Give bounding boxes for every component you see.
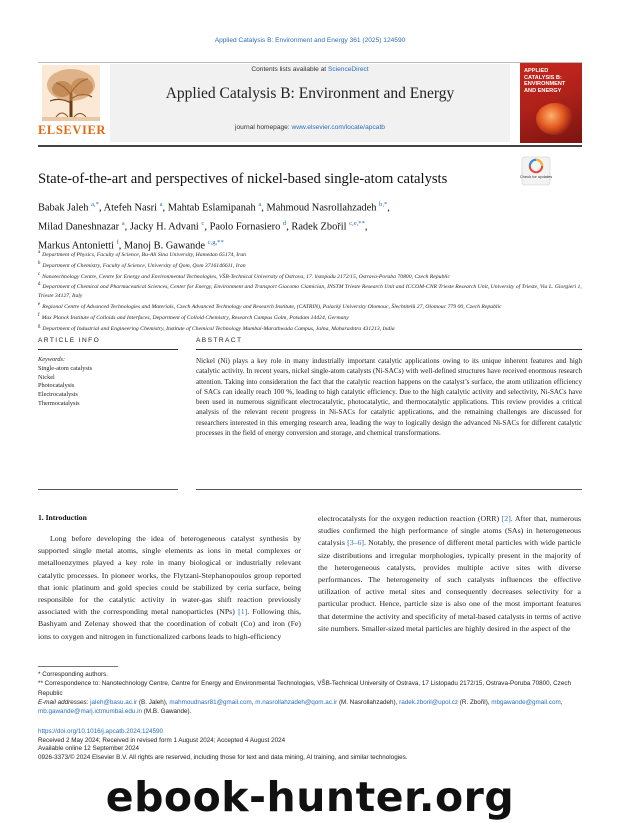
author-name[interactable]: Manoj B. Gawande xyxy=(123,240,206,252)
body-text: Long before developing the idea of heterogeneous catalyst synthesis by supported single metal atoms, single elements as ions in metal complexes or metalloenzymes played a key role in many biological or industrially relevant catalytic processes. In pioneer works, the Flytzani-Stephanopoulos group reported that ionic platinum and gold species could be stabilized by ceria surface, being responsible for the catalytic activity in water-gas shift reaction previously associated with the corresponding metal nanoparticles (NPs) xyxy=(38,534,301,617)
body-column-right xyxy=(318,513,581,635)
citation-link[interactable]: [2] xyxy=(501,514,511,523)
citation-link[interactable]: [1] xyxy=(238,607,248,617)
author-affil-mark[interactable]: a xyxy=(121,219,125,227)
citation-link[interactable]: [3–6] xyxy=(347,538,364,548)
homepage-prefix: journal homepage: xyxy=(235,124,292,131)
author-name[interactable]: Mahtab Eslamipanah xyxy=(167,202,256,214)
check-for-updates-label[interactable]: Check for updates xyxy=(519,174,553,179)
check-for-updates-icon[interactable] xyxy=(521,156,551,186)
author-affil-mark[interactable]: c,g,** xyxy=(207,238,224,246)
journal-reference[interactable]: Applied Catalysis B: Environment and Energy 361 (2025) 124590 xyxy=(214,37,406,44)
article-info-heading: ARTICLE INFO xyxy=(38,337,101,344)
author-line-3: Markus Antonietti $^f$, Manoj B. Gawande $^{c,g,**}$ xyxy=(38,238,224,252)
received-dates: Received 2 May 2024; Received in revised form 1 August 2024; Accepted 4 August 2024 xyxy=(38,736,286,744)
footnote-corresponding: * Corresponding authors. xyxy=(38,671,109,678)
homepage-line xyxy=(110,124,510,131)
affiliation: $^d$ Department of Chemical and Pharmaceutical Sciences, Center for Energy, Environment and Transport Giacomo Ciamician, INSTM Trieste Research Unit and ICCOM-CNR Trieste Research Unit, University of Trieste, Via L. Giorgieri 1, Trieste 34127, Italy xyxy=(38,282,582,300)
author-affil-mark[interactable]: a,* xyxy=(91,201,99,208)
footnote-correspondence: ** Correspondence to: Nanotechnology Centre, Centre for Energy and Environmental Technologies, VŠB-Technical University of Ostrava, 17 Listopadu 2172/15, Ostrava-Poruba 70800, Czech Republic xyxy=(38,680,571,697)
contents-line xyxy=(110,66,510,73)
watermark-text: ebook-hunter.org xyxy=(105,773,515,821)
body-text: . After that, numerous studies confirmed the high performance of single atoms (SAs) in heterogeneous catalysis xyxy=(318,514,581,548)
email-link[interactable]: mbgawande@gmail.com xyxy=(491,698,561,706)
body-text: . Following this, Bashyam and Zelenay showed that the coordination of cobalt (Co) and iron (Fe) ions to oxygen and nitrogen in functionalized carbons leads to high-efficiency xyxy=(38,607,301,641)
article-title: State-of-the-art and perspectives of nickel-based single-atom catalysts xyxy=(38,171,448,187)
copyright: 0926-3373/© 2024 Elsevier B.V. All rights are reserved, including those for text and data mining, AI training, and similar technologies. xyxy=(38,753,408,761)
keyword: Photocatalysis xyxy=(38,382,75,390)
publisher-name: ELSEVIER xyxy=(38,123,107,137)
available-online: Available online 12 September 2024 xyxy=(38,745,140,753)
author-name[interactable]: Mahmoud Nasrollahzadeh xyxy=(266,202,377,214)
affiliation: $^c$ Nanotechnology Centre, Centre for Energy and Environmental Technologies, VŠB-Technical University of Ostrava, 17. listopadu 2172/15, Ostrava-Poruba 70800, Czech Republic xyxy=(38,271,450,280)
keyword: Nickel xyxy=(38,373,55,381)
doi-link[interactable]: https://doi.org/10.1016/j.apcatb.2024.124590 xyxy=(38,728,163,735)
keywords-label: Keywords: xyxy=(38,356,66,363)
keyword: Thermocatalysis xyxy=(38,399,80,407)
publication-info xyxy=(38,728,582,762)
author-affil-mark[interactable]: a xyxy=(159,201,163,208)
author-name[interactable]: Paolo Fornasiero xyxy=(209,221,281,233)
author-affil-mark[interactable]: a xyxy=(258,201,262,208)
footnote-emails: E-mail addresses: jaleh@basu.ac.ir (B. Jaleh), mahmoudnasr81@gmail.com, m.nasrollahzadeh@qom.ac.ir (M. Nasrollahzadeh), radek.zboril@upol.cz (R. Zbořil), mbgawande@gmail.com, mb.gawande@marj.ictmumbai.edu.in (M.B. Gawande). xyxy=(38,698,563,716)
divider xyxy=(196,489,582,490)
cover-graphic xyxy=(536,103,574,135)
abstract-text: Nickel (Ni) plays a key role in many industrially important catalytic applications owing to its unique inherent features and high catalytic activity. In recent years, nickel single-atom catalysts (Ni-SACs) with well-defined structures have received enormous research attention. Taking into consideration the fact that the catalytic reaction happens on the catalyst’s surface, the atom utilization efficiency of SACs can ideally reach 100 %, leading to high catalytic efficiency. Due to the high catalytic activity and selectivity, Ni-SACs have been used in numerous significant electrocatalytic, photocatalytic, and thermocatalytic applications. This review provides a critical analysis of the relevant recent progress in Ni-SACs for catalytic applications, and the remaining challenges are discussed for researchers interested in this emerging research area, leading the way to logically design the advanced Ni-SACs for different catalytic processes in the field of energy conversion and storage, and chemical transformations. xyxy=(196,357,582,438)
affiliation: $^g$ Department of Industrial and Engineering Chemistry, Institute of Chemical Technology Mumbai-Marathwada Campus, Jalna, Maharashtra 431213, India xyxy=(38,323,395,332)
homepage-link[interactable]: www.elsevier.com/locate/apcatb xyxy=(291,124,385,131)
author-name[interactable]: Atefeh Nasri xyxy=(103,202,157,214)
body-column-left xyxy=(38,533,301,643)
email-link[interactable]: mb.gawande@marj.ictmumbai.edu.in xyxy=(38,708,143,716)
author-affil-mark[interactable]: f xyxy=(116,238,119,246)
affiliation: $^e$ Regional Centre of Advanced Technologies and Materials, Czech Advanced Technology and Research Institute, (CATRIN), Palacký University Olomouc, Šlechtitelů 27, Olomouc 779 00, Czech Republic xyxy=(38,302,502,310)
author-line-1: Babak Jaleh $^{a,*}$, Atefeh Nasri $^a$, Mahtab Eslamipanah $^a$, Mahmoud Nasrollahzadeh $^{b,*}$, xyxy=(38,201,390,214)
affiliation-list xyxy=(38,249,582,333)
author-name[interactable]: Milad Daneshnazar xyxy=(38,221,120,233)
body-text: electrocatalysts for the oxygen reduction reaction (ORR) xyxy=(318,514,502,523)
author-affil-mark[interactable]: d xyxy=(282,219,287,227)
author-name[interactable]: Jacky H. Advani xyxy=(129,221,199,233)
email-link[interactable]: mahmoudnasr81@gmail.com xyxy=(169,698,252,706)
contents-prefix: Contents lists available at xyxy=(251,66,328,73)
abstract-heading: ABSTRACT xyxy=(196,337,243,344)
divider xyxy=(38,489,178,490)
sciencedirect-link[interactable]: ScienceDirect xyxy=(327,66,369,73)
email-link[interactable]: radek.zboril@upol.cz xyxy=(399,698,459,706)
affiliation: $^a$ Department of Physics, Faculty of Science, Bu-Ali Sina University, Hamedan 65174, Iran xyxy=(38,250,247,258)
keywords-block xyxy=(38,356,178,409)
author-affil-mark[interactable]: c,e,** xyxy=(349,219,365,227)
footnote-divider xyxy=(38,666,118,667)
email-link[interactable]: m.nasrollahzadeh@qom.ac.ir xyxy=(255,698,338,706)
author-affil-mark[interactable]: c xyxy=(201,219,205,227)
author-name[interactable]: Radek Zbořil xyxy=(291,221,347,233)
divider xyxy=(38,349,178,350)
cover-title: APPLIED CATALYSIS B: ENVIRONMENT AND ENERGY xyxy=(524,68,566,94)
divider xyxy=(196,349,582,350)
affiliation: $^f$ Max Planck Institute of Colloids and Interfaces, Department of Colloid Chemistry, Research Campus Golm, Potsdam 14424, Germany xyxy=(38,312,349,321)
keyword: Electrocatalysis xyxy=(38,391,78,399)
affiliation: $^b$ Department of Chemistry, Faculty of Science, University of Qom, Qom 3716146611, Iran xyxy=(38,260,246,269)
author-line-2: Milad Daneshnazar $^a$, Jacky H. Advani $^c$, Paolo Fornasiero $^d$, Radek Zbořil $^{c,e,**}$, xyxy=(38,219,368,233)
email-link[interactable]: jaleh@basu.ac.ir xyxy=(90,698,138,706)
body-text: . Notably, the presence of different metal particles with wide particle size distributions and irregular morphologies, typically present in the majority of the heterogeneous catalysts, provides multiple active sites with diverse performances. The heterogeneity of such catalysts influences the effective utilization of active metal sites and consequently decreases selectivity for a particular product. Hence, particle size is also one of the most important features that determine the activity and specificity of metal-based catalysts in terms of active site numbers. Smaller-sized metal particles are highly desired in the aspect of the xyxy=(318,538,581,633)
journal-title: Applied Catalysis B: Environment and Energy xyxy=(165,85,455,102)
author-list xyxy=(38,197,508,254)
author-affil-mark[interactable]: b,* xyxy=(379,201,388,208)
journal-cover-image xyxy=(520,63,582,143)
section-heading-introduction: 1. Introduction xyxy=(38,513,87,522)
keyword: Single-atom catalysts xyxy=(38,364,93,372)
author-name[interactable]: Markus Antonietti xyxy=(38,240,114,252)
footnotes xyxy=(38,670,582,716)
author-name[interactable]: Babak Jaleh xyxy=(38,202,89,214)
